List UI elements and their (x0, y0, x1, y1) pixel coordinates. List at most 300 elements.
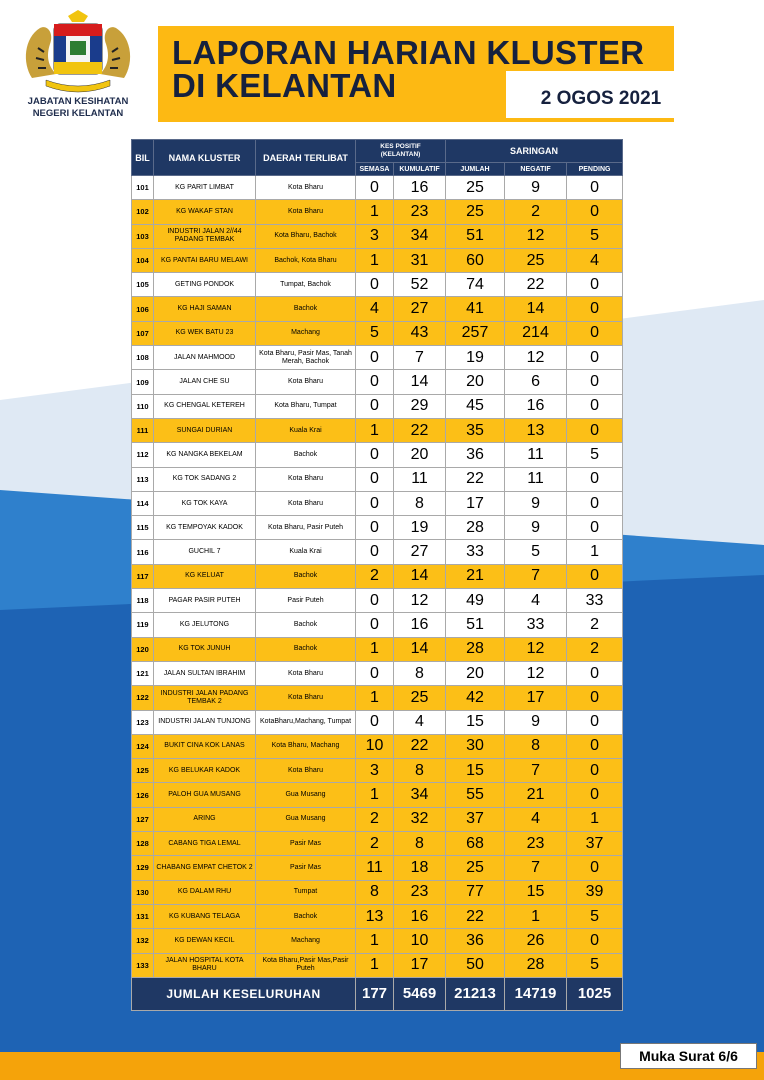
total-negatif: 14719 (505, 977, 567, 1010)
cell-pending: 0 (567, 321, 623, 345)
cell-bil: 132 (132, 929, 154, 953)
cell-nama-kluster: PALOH GUA MUSANG (154, 783, 256, 807)
header-nama-kluster: NAMA KLUSTER (154, 140, 256, 176)
cell-bil: 131 (132, 904, 154, 928)
cluster-table (131, 139, 623, 1011)
cell-daerah: Kota Bharu (256, 370, 356, 394)
cell-jumlah: 25 (446, 176, 505, 200)
cell-semasa: 2 (356, 564, 394, 588)
cell-negatif: 6 (505, 370, 567, 394)
cell-semasa: 5 (356, 321, 394, 345)
cell-pending: 0 (567, 564, 623, 588)
cell-daerah: Kota Bharu (256, 491, 356, 515)
cell-jumlah: 33 (446, 540, 505, 564)
cell-daerah: Kota Bharu (256, 200, 356, 224)
cell-pending: 0 (567, 273, 623, 297)
cell-kumulatif: 23 (394, 200, 446, 224)
table-row (132, 516, 623, 540)
cell-pending: 0 (567, 734, 623, 758)
cell-jumlah: 28 (446, 637, 505, 661)
cell-negatif: 4 (505, 589, 567, 613)
cell-semasa: 0 (356, 273, 394, 297)
cell-kumulatif: 10 (394, 929, 446, 953)
cell-nama-kluster: ARING (154, 807, 256, 831)
table-row (132, 273, 623, 297)
cell-kumulatif: 32 (394, 807, 446, 831)
cell-kumulatif: 25 (394, 686, 446, 710)
cell-nama-kluster: CHABANG EMPAT CHETOK 2 (154, 856, 256, 880)
cell-pending: 0 (567, 661, 623, 685)
table-row (132, 467, 623, 491)
cell-kumulatif: 16 (394, 904, 446, 928)
table-row (132, 832, 623, 856)
cell-jumlah: 20 (446, 370, 505, 394)
cell-pending: 4 (567, 248, 623, 272)
table-row (132, 443, 623, 467)
total-semasa: 177 (356, 977, 394, 1010)
cell-kumulatif: 8 (394, 832, 446, 856)
cell-nama-kluster: KG PARIT LIMBAT (154, 176, 256, 200)
cell-bil: 109 (132, 370, 154, 394)
table-row (132, 394, 623, 418)
page-number: Muka Surat 6/6 (620, 1043, 757, 1069)
table-row (132, 589, 623, 613)
cell-daerah: Kota Bharu (256, 661, 356, 685)
cell-daerah: Bachok (256, 443, 356, 467)
table-row (132, 637, 623, 661)
cell-kumulatif: 19 (394, 516, 446, 540)
cell-nama-kluster: KG TOK SADANG 2 (154, 467, 256, 491)
cell-pending: 5 (567, 953, 623, 977)
table-row (132, 710, 623, 734)
cell-jumlah: 22 (446, 904, 505, 928)
cell-negatif: 22 (505, 273, 567, 297)
cell-kumulatif: 7 (394, 346, 446, 370)
cell-kumulatif: 4 (394, 710, 446, 734)
cell-kumulatif: 22 (394, 734, 446, 758)
cell-nama-kluster: KG TOK KAYA (154, 491, 256, 515)
cell-bil: 104 (132, 248, 154, 272)
cell-bil: 119 (132, 613, 154, 637)
cell-daerah: Bachok (256, 904, 356, 928)
cell-jumlah: 74 (446, 273, 505, 297)
cell-pending: 2 (567, 637, 623, 661)
cell-jumlah: 19 (446, 346, 505, 370)
cell-daerah: Tumpat, Bachok (256, 273, 356, 297)
cell-semasa: 0 (356, 491, 394, 515)
cell-daerah: Bachok (256, 613, 356, 637)
cell-negatif: 17 (505, 686, 567, 710)
cell-pending: 0 (567, 467, 623, 491)
cell-kumulatif: 14 (394, 637, 446, 661)
table-row (132, 491, 623, 515)
cell-daerah: Kota Bharu, Pasir Mas, Tanah Merah, Bachok (256, 346, 356, 370)
cell-pending: 0 (567, 297, 623, 321)
cell-jumlah: 68 (446, 832, 505, 856)
header-kumulatif: KUMULATIF (394, 163, 446, 176)
cell-kumulatif: 34 (394, 783, 446, 807)
cell-semasa: 2 (356, 807, 394, 831)
title-line-1: LAPORAN HARIAN KLUSTER (172, 34, 645, 71)
cell-nama-kluster: GUCHIL 7 (154, 540, 256, 564)
department-line-1: JABATAN KESIHATAN (27, 96, 129, 107)
table-row (132, 224, 623, 248)
cell-nama-kluster: CABANG TIGA LEMAL (154, 832, 256, 856)
cell-semasa: 13 (356, 904, 394, 928)
cell-semasa: 4 (356, 297, 394, 321)
table-row (132, 248, 623, 272)
cell-jumlah: 45 (446, 394, 505, 418)
cell-bil: 112 (132, 443, 154, 467)
cell-negatif: 16 (505, 394, 567, 418)
cell-negatif: 11 (505, 443, 567, 467)
cell-pending: 0 (567, 759, 623, 783)
cell-daerah: Bachok (256, 564, 356, 588)
cell-negatif: 12 (505, 661, 567, 685)
cell-semasa: 2 (356, 832, 394, 856)
cell-pending: 0 (567, 710, 623, 734)
cell-pending: 2 (567, 613, 623, 637)
cell-semasa: 0 (356, 540, 394, 564)
cell-pending: 0 (567, 200, 623, 224)
cell-semasa: 1 (356, 686, 394, 710)
cell-negatif: 5 (505, 540, 567, 564)
cell-daerah: Tumpat (256, 880, 356, 904)
cell-negatif: 15 (505, 880, 567, 904)
table-row (132, 661, 623, 685)
cell-daerah: Kota Bharu (256, 686, 356, 710)
cell-nama-kluster: KG WEK BATU 23 (154, 321, 256, 345)
cell-pending: 1 (567, 540, 623, 564)
cluster-rows (132, 176, 623, 978)
cell-pending: 5 (567, 904, 623, 928)
coat-of-arms-icon (18, 8, 138, 98)
table-row (132, 370, 623, 394)
cell-daerah: Bachok, Kota Bharu (256, 248, 356, 272)
cell-semasa: 11 (356, 856, 394, 880)
cell-kumulatif: 43 (394, 321, 446, 345)
cell-semasa: 1 (356, 248, 394, 272)
cell-nama-kluster: KG PANTAI BARU MELAWI (154, 248, 256, 272)
cell-bil: 124 (132, 734, 154, 758)
cell-bil: 129 (132, 856, 154, 880)
cell-nama-kluster: KG DALAM RHU (154, 880, 256, 904)
table-row (132, 346, 623, 370)
cell-pending: 0 (567, 783, 623, 807)
cell-semasa: 0 (356, 370, 394, 394)
cell-semasa: 0 (356, 346, 394, 370)
cell-kumulatif: 8 (394, 491, 446, 515)
cell-bil: 121 (132, 661, 154, 685)
cell-bil: 108 (132, 346, 154, 370)
cell-daerah: Kuala Krai (256, 540, 356, 564)
cell-kumulatif: 27 (394, 297, 446, 321)
cell-bil: 110 (132, 394, 154, 418)
cell-negatif: 12 (505, 637, 567, 661)
cell-pending: 0 (567, 491, 623, 515)
table-row (132, 200, 623, 224)
cell-bil: 127 (132, 807, 154, 831)
cell-jumlah: 25 (446, 856, 505, 880)
cell-daerah: KotaBharu,Machang, Tumpat (256, 710, 356, 734)
cell-kumulatif: 23 (394, 880, 446, 904)
cell-daerah: Machang (256, 321, 356, 345)
cell-semasa: 1 (356, 200, 394, 224)
cell-bil: 116 (132, 540, 154, 564)
table-row (132, 540, 623, 564)
total-kumulatif: 5469 (394, 977, 446, 1010)
table-row (132, 418, 623, 442)
cell-daerah: Kota Bharu,Pasir Mas,Pasir Puteh (256, 953, 356, 977)
cell-jumlah: 15 (446, 710, 505, 734)
cell-negatif: 9 (505, 710, 567, 734)
cell-negatif: 9 (505, 491, 567, 515)
cell-nama-kluster: BUKIT CINA KOK LANAS (154, 734, 256, 758)
cell-pending: 33 (567, 589, 623, 613)
cell-jumlah: 77 (446, 880, 505, 904)
cell-semasa: 0 (356, 394, 394, 418)
cell-semasa: 0 (356, 710, 394, 734)
cell-nama-kluster: INDUSTRI JALAN 2//44 PADANG TEMBAK (154, 224, 256, 248)
cell-nama-kluster: KG DEWAN KECIL (154, 929, 256, 953)
header-kes-positif-sub: (KELANTAN) (380, 151, 421, 158)
cell-bil: 105 (132, 273, 154, 297)
table-row (132, 880, 623, 904)
header-pending: PENDING (567, 163, 623, 176)
cell-daerah: Kota Bharu, Bachok (256, 224, 356, 248)
table-row (132, 783, 623, 807)
cell-jumlah: 257 (446, 321, 505, 345)
cell-bil: 102 (132, 200, 154, 224)
report-date: 2 OGOS 2021 (540, 88, 662, 109)
total-row (132, 977, 623, 1010)
cell-bil: 111 (132, 418, 154, 442)
cell-daerah: Kota Bharu, Machang (256, 734, 356, 758)
table-row (132, 734, 623, 758)
cell-bil: 106 (132, 297, 154, 321)
cell-kumulatif: 52 (394, 273, 446, 297)
cell-kumulatif: 8 (394, 759, 446, 783)
cell-jumlah: 50 (446, 953, 505, 977)
cell-pending: 5 (567, 224, 623, 248)
cell-bil: 123 (132, 710, 154, 734)
cell-semasa: 8 (356, 880, 394, 904)
cell-kumulatif: 14 (394, 370, 446, 394)
cell-jumlah: 51 (446, 224, 505, 248)
cell-kumulatif: 16 (394, 613, 446, 637)
total-label: JUMLAH KESELURUHAN (132, 977, 356, 1010)
cell-negatif: 33 (505, 613, 567, 637)
cell-negatif: 25 (505, 248, 567, 272)
table-row (132, 807, 623, 831)
cell-nama-kluster: INDUSTRI JALAN PADANG TEMBAK 2 (154, 686, 256, 710)
cell-daerah: Kota Bharu, Pasir Puteh (256, 516, 356, 540)
cell-daerah: Gua Musang (256, 783, 356, 807)
cell-semasa: 1 (356, 637, 394, 661)
cell-daerah: Kuala Krai (256, 418, 356, 442)
cell-negatif: 7 (505, 856, 567, 880)
total-jumlah: 21213 (446, 977, 505, 1010)
cell-pending: 0 (567, 856, 623, 880)
cell-nama-kluster: KG NANGKA BEKELAM (154, 443, 256, 467)
cell-pending: 39 (567, 880, 623, 904)
cell-negatif: 13 (505, 418, 567, 442)
cell-nama-kluster: JALAN SULTAN IBRAHIM (154, 661, 256, 685)
cell-negatif: 8 (505, 734, 567, 758)
cell-negatif: 14 (505, 297, 567, 321)
cell-pending: 0 (567, 686, 623, 710)
cell-negatif: 23 (505, 832, 567, 856)
table-row (132, 564, 623, 588)
cell-bil: 115 (132, 516, 154, 540)
cell-jumlah: 25 (446, 200, 505, 224)
cell-kumulatif: 16 (394, 176, 446, 200)
cell-bil: 114 (132, 491, 154, 515)
cell-bil: 126 (132, 783, 154, 807)
cell-semasa: 0 (356, 589, 394, 613)
header-kes-positif-label: KES POSITIF (380, 143, 421, 150)
cell-kumulatif: 14 (394, 564, 446, 588)
cell-semasa: 1 (356, 953, 394, 977)
cell-kumulatif: 20 (394, 443, 446, 467)
cell-nama-kluster: KG CHENGAL KETEREH (154, 394, 256, 418)
department-line-2: NEGERI KELANTAN (32, 108, 124, 119)
department-name (8, 96, 148, 120)
cell-negatif: 7 (505, 759, 567, 783)
cell-pending: 37 (567, 832, 623, 856)
cell-jumlah: 55 (446, 783, 505, 807)
cell-kumulatif: 12 (394, 589, 446, 613)
header-kes-positif (356, 140, 446, 163)
table-row (132, 321, 623, 345)
cell-daerah: Bachok (256, 637, 356, 661)
cell-bil: 130 (132, 880, 154, 904)
cell-kumulatif: 34 (394, 224, 446, 248)
cell-daerah: Machang (256, 929, 356, 953)
cell-daerah: Gua Musang (256, 807, 356, 831)
cell-jumlah: 21 (446, 564, 505, 588)
table-row (132, 953, 623, 977)
cell-nama-kluster: KG KELUAT (154, 564, 256, 588)
cell-jumlah: 22 (446, 467, 505, 491)
cell-bil: 101 (132, 176, 154, 200)
cell-jumlah: 36 (446, 929, 505, 953)
cell-jumlah: 28 (446, 516, 505, 540)
table-row (132, 176, 623, 200)
cell-bil: 117 (132, 564, 154, 588)
cell-daerah: Kota Bharu, Tumpat (256, 394, 356, 418)
cell-negatif: 26 (505, 929, 567, 953)
cell-bil: 118 (132, 589, 154, 613)
cell-jumlah: 20 (446, 661, 505, 685)
cell-pending: 0 (567, 370, 623, 394)
cell-bil: 103 (132, 224, 154, 248)
cell-daerah: Pasir Puteh (256, 589, 356, 613)
header-saringan: SARINGAN (446, 140, 623, 163)
header-bil: BIL (132, 140, 154, 176)
cell-nama-kluster: SUNGAI DURIAN (154, 418, 256, 442)
cell-jumlah: 41 (446, 297, 505, 321)
table-row (132, 613, 623, 637)
cell-negatif: 11 (505, 467, 567, 491)
cell-pending: 0 (567, 418, 623, 442)
table-row (132, 929, 623, 953)
cell-bil: 133 (132, 953, 154, 977)
table-row (132, 759, 623, 783)
header-daerah-terlibat: DAERAH TERLIBAT (256, 140, 356, 176)
cell-pending: 1 (567, 807, 623, 831)
cell-semasa: 10 (356, 734, 394, 758)
cell-jumlah: 51 (446, 613, 505, 637)
cell-nama-kluster: INDUSTRI JALAN TUNJONG (154, 710, 256, 734)
cell-negatif: 12 (505, 224, 567, 248)
cell-nama-kluster: KG HAJI SAMAN (154, 297, 256, 321)
cell-pending: 0 (567, 516, 623, 540)
cell-nama-kluster: KG TOK JUNUH (154, 637, 256, 661)
cell-daerah: Kota Bharu (256, 176, 356, 200)
cell-kumulatif: 22 (394, 418, 446, 442)
cell-nama-kluster: KG TEMPOYAK KADOK (154, 516, 256, 540)
cell-jumlah: 49 (446, 589, 505, 613)
cell-semasa: 0 (356, 516, 394, 540)
cell-jumlah: 36 (446, 443, 505, 467)
cell-nama-kluster: KG WAKAF STAN (154, 200, 256, 224)
cell-kumulatif: 18 (394, 856, 446, 880)
cell-negatif: 21 (505, 783, 567, 807)
cell-kumulatif: 27 (394, 540, 446, 564)
cell-semasa: 1 (356, 783, 394, 807)
table-row (132, 856, 623, 880)
cell-semasa: 0 (356, 613, 394, 637)
cell-semasa: 3 (356, 759, 394, 783)
cell-negatif: 7 (505, 564, 567, 588)
cell-bil: 122 (132, 686, 154, 710)
cell-nama-kluster: JALAN MAHMOOD (154, 346, 256, 370)
cell-nama-kluster: GETING PONDOK (154, 273, 256, 297)
cell-nama-kluster: JALAN CHE SU (154, 370, 256, 394)
cell-semasa: 0 (356, 176, 394, 200)
cell-kumulatif: 8 (394, 661, 446, 685)
cell-daerah: Kota Bharu (256, 467, 356, 491)
cell-kumulatif: 29 (394, 394, 446, 418)
cell-jumlah: 15 (446, 759, 505, 783)
cell-pending: 5 (567, 443, 623, 467)
cell-negatif: 12 (505, 346, 567, 370)
cell-pending: 0 (567, 346, 623, 370)
cell-semasa: 0 (356, 467, 394, 491)
cell-negatif: 1 (505, 904, 567, 928)
header-jumlah: JUMLAH (446, 163, 505, 176)
cell-nama-kluster: JALAN HOSPITAL KOTA BHARU (154, 953, 256, 977)
cell-negatif: 214 (505, 321, 567, 345)
cell-pending: 0 (567, 394, 623, 418)
header-semasa: SEMASA (356, 163, 394, 176)
cell-jumlah: 60 (446, 248, 505, 272)
cell-semasa: 0 (356, 661, 394, 685)
cell-semasa: 1 (356, 929, 394, 953)
cell-semasa: 0 (356, 443, 394, 467)
cell-kumulatif: 11 (394, 467, 446, 491)
cell-nama-kluster: KG BELUKAR KADOK (154, 759, 256, 783)
cell-nama-kluster: KG KUBANG TELAGA (154, 904, 256, 928)
cell-nama-kluster: KG JELUTONG (154, 613, 256, 637)
header-negatif: NEGATIF (505, 163, 567, 176)
cell-daerah: Bachok (256, 297, 356, 321)
cell-semasa: 1 (356, 418, 394, 442)
table-row (132, 686, 623, 710)
cell-negatif: 4 (505, 807, 567, 831)
cell-jumlah: 35 (446, 418, 505, 442)
